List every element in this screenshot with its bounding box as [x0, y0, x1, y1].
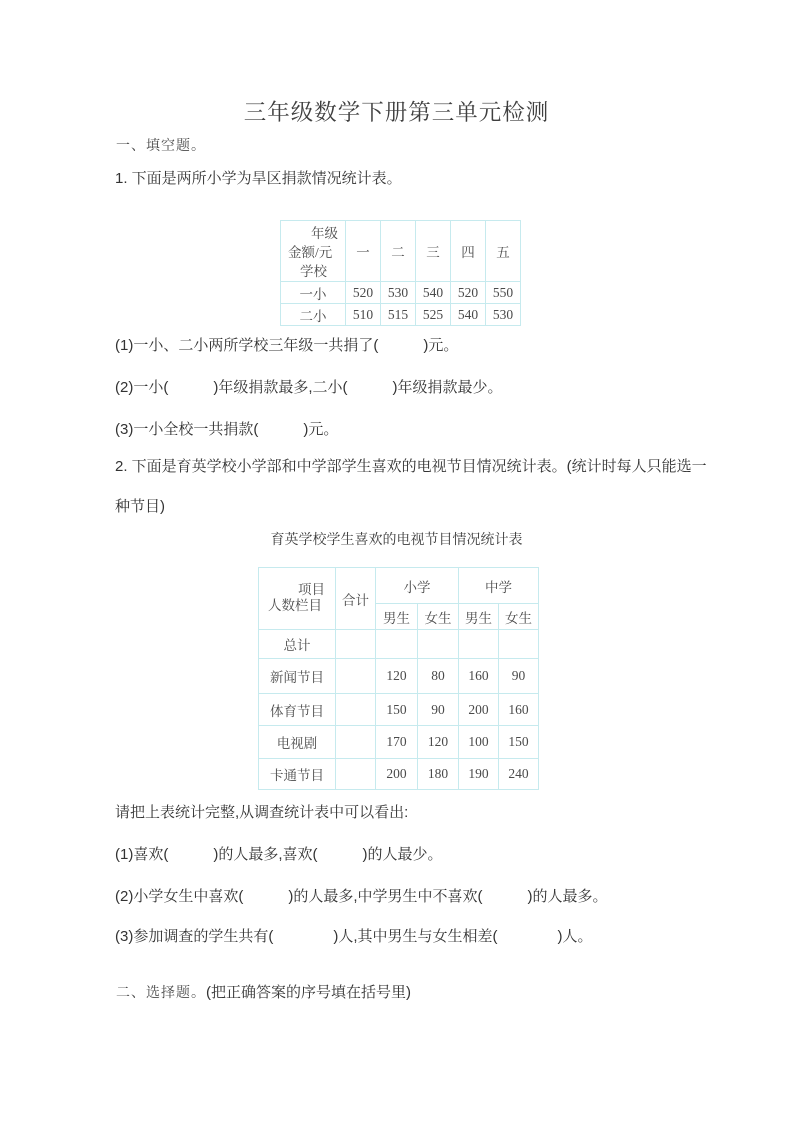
cell: 180 — [418, 759, 459, 790]
cell: 540 — [416, 282, 451, 304]
total-col-header: 合计 — [336, 568, 376, 630]
question-2-followup: 请把上表统计完整,从调查统计表中可以看出: — [115, 804, 409, 821]
donation-table-header-row — [281, 221, 521, 282]
group-header-primary: 小学 — [376, 568, 459, 604]
cell: 515 — [381, 304, 416, 326]
tv-table-caption: 育英学校学生喜欢的电视节目情况统计表 — [270, 531, 523, 547]
question-1-blank-1: (1)一小、二小两所学校三年级一共捐了( )元。 — [115, 337, 459, 354]
table-row-school-1 — [281, 282, 521, 304]
row-label: 一小 — [281, 282, 346, 304]
row-label: 卡通节目 — [259, 759, 336, 790]
cell: 120 — [376, 659, 418, 694]
cell — [459, 630, 499, 659]
question-2-blank-2: (2)小学女生中喜欢( )的人最多,中学男生中不喜欢( )的人最多。 — [115, 888, 608, 905]
question-2-blank-1: (1)喜欢( )的人最多,喜欢( )的人最少。 — [115, 846, 443, 863]
table-row-drama — [259, 726, 539, 759]
row-label: 总计 — [259, 630, 336, 659]
cell — [499, 630, 539, 659]
grade-col-header-3: 三 — [416, 221, 451, 282]
question-2-intro-line-2: 种节目) — [115, 498, 165, 515]
cell: 80 — [418, 659, 459, 694]
cell: 530 — [381, 282, 416, 304]
gender-header-girls-1: 女生 — [418, 604, 459, 630]
group-header-middle: 中学 — [459, 568, 539, 604]
corner-school-label: 学校 — [300, 264, 327, 279]
cell: 170 — [376, 726, 418, 759]
cell: 160 — [459, 659, 499, 694]
cell: 520 — [451, 282, 486, 304]
tv-table — [258, 567, 539, 790]
gender-header-girls-2: 女生 — [499, 604, 539, 630]
cell: 530 — [486, 304, 521, 326]
cell: 160 — [499, 694, 539, 726]
question-2-blank-3: (3)参加调查的学生共有( )人,其中男生与女生相差( )人。 — [115, 928, 593, 945]
section-2-heading-label: 二、选择题。 — [116, 986, 206, 1001]
corner-grade-label: 年级 — [311, 226, 338, 241]
row-label: 二小 — [281, 304, 346, 326]
tv-table-corner-cell — [259, 568, 336, 630]
grade-col-header-4: 四 — [451, 221, 486, 282]
cell: 100 — [459, 726, 499, 759]
table-row-sports — [259, 694, 539, 726]
donation-table — [280, 220, 521, 326]
gender-header-boys-2: 男生 — [459, 604, 499, 630]
cell — [418, 630, 459, 659]
section-2-heading-note: (把正确答案的序号填在括号里) — [206, 984, 411, 1001]
cell: 190 — [459, 759, 499, 790]
tv-table-group-header-row — [259, 568, 539, 604]
tv-corner-wrap — [259, 576, 335, 621]
table-row-news — [259, 659, 539, 694]
cell: 90 — [499, 659, 539, 694]
cell: 550 — [486, 282, 521, 304]
cell — [376, 630, 418, 659]
question-1-intro: 1. 下面是两所小学为旱区捐款情况统计表。 — [115, 170, 402, 187]
row-label: 体育节目 — [259, 694, 336, 726]
corner-count-label: 人数栏目 — [268, 598, 322, 613]
row-label: 电视剧 — [259, 726, 336, 759]
corner-amount-label: 金额/元 — [288, 245, 333, 260]
cell — [336, 659, 376, 694]
grade-col-header-5: 五 — [486, 221, 521, 282]
cell: 200 — [376, 759, 418, 790]
cell: 150 — [376, 694, 418, 726]
cell: 525 — [416, 304, 451, 326]
table-row-cartoon — [259, 759, 539, 790]
question-2-intro-line-1: 2. 下面是育英学校小学部和中学部学生喜欢的电视节目情况统计表。(统计时每人只能选一 — [115, 458, 707, 475]
cell: 150 — [499, 726, 539, 759]
corner-item-label: 项目 — [298, 582, 325, 597]
cell — [336, 726, 376, 759]
question-1-blank-2: (2)一小( )年级捐款最多,二小( )年级捐款最少。 — [115, 379, 503, 396]
cell: 90 — [418, 694, 459, 726]
gender-header-boys-1: 男生 — [376, 604, 418, 630]
cell: 240 — [499, 759, 539, 790]
table-row-total — [259, 630, 539, 659]
question-1-blank-3: (3)一小全校一共捐款( )元。 — [115, 421, 339, 438]
section-2-heading — [116, 983, 411, 1004]
cell: 120 — [418, 726, 459, 759]
grade-col-header-2: 二 — [381, 221, 416, 282]
cell: 200 — [459, 694, 499, 726]
cell: 510 — [346, 304, 381, 326]
cell — [336, 630, 376, 659]
page-title: 三年级数学下册第三单元检测 — [243, 100, 550, 125]
cell — [336, 694, 376, 726]
section-1-heading: 一、填空题。 — [116, 139, 206, 154]
table-row-school-2 — [281, 304, 521, 326]
grade-col-header-1: 一 — [346, 221, 381, 282]
cell: 540 — [451, 304, 486, 326]
donation-table-corner-cell — [281, 221, 346, 282]
row-label: 新闻节目 — [259, 659, 336, 694]
cell: 520 — [346, 282, 381, 304]
cell — [336, 759, 376, 790]
